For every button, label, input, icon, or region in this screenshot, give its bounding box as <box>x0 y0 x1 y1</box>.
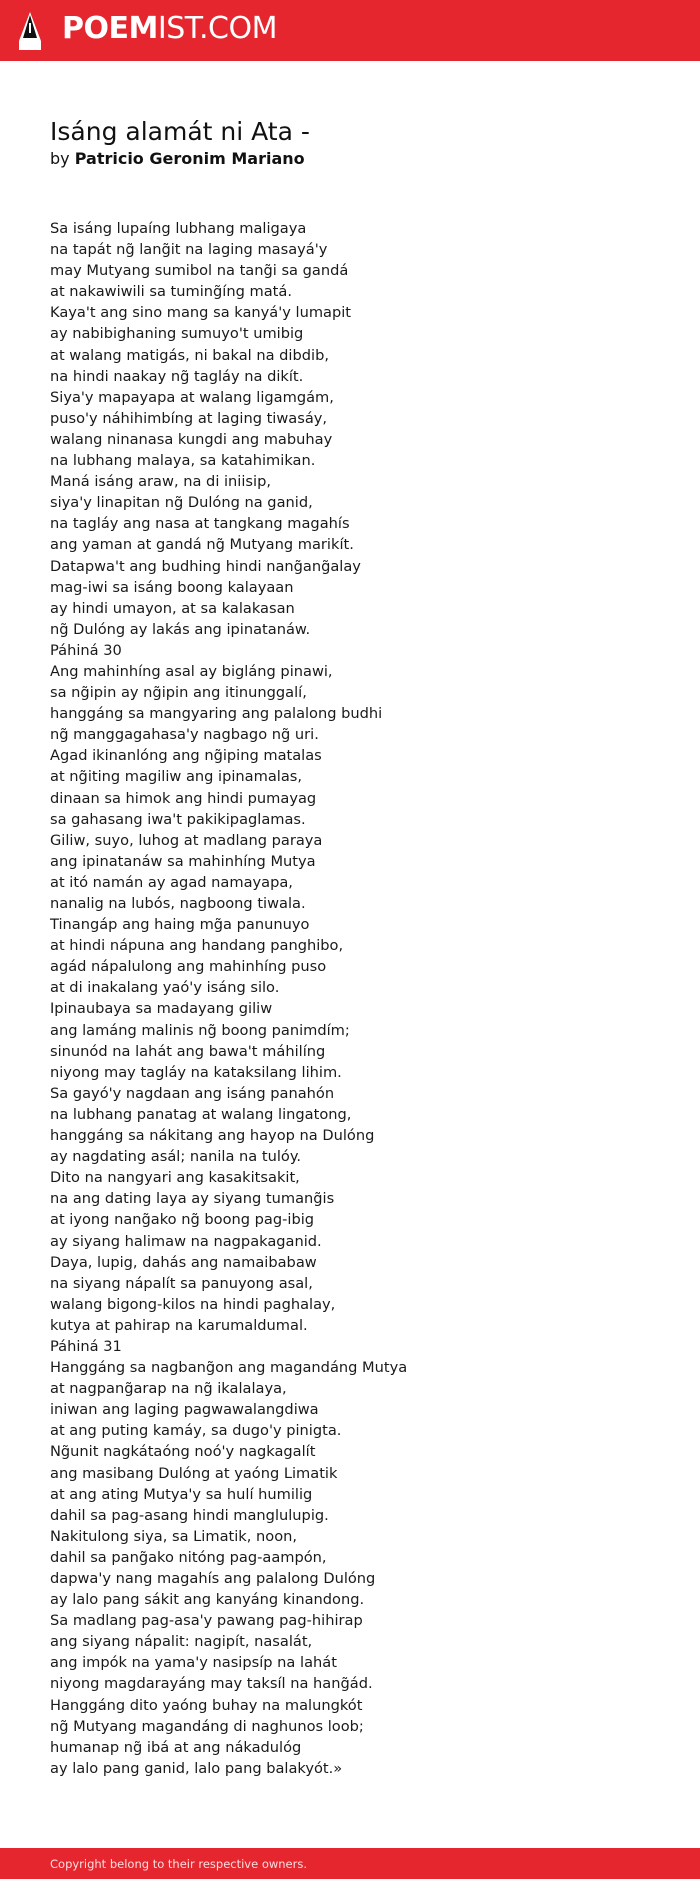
poem-line: ay lalo pang sákit ang kanyáng kinandong. <box>50 1591 365 1609</box>
poem-line: Daya, lupig, dahás ang namaibabaw <box>50 1253 317 1271</box>
poem-line: walang bigong-kilos na hindi paghalay, <box>50 1295 336 1313</box>
logo-bold-part: POEM <box>62 11 158 46</box>
poem-line: ay hindi umayon, at sa kalakasan <box>50 599 295 617</box>
site-footer <box>0 1848 700 1879</box>
poem-line: na lubhang panatag at walang lingatong, <box>50 1105 352 1123</box>
poem-line: walang ninanasa kungdi ang mabuhay <box>50 430 333 448</box>
poem-line: na lubhang malaya, sa katahimikan. <box>50 452 316 470</box>
poem-line: na tapát ng̃ lang̃it na laging masayá'y <box>50 241 328 259</box>
poem-line: dahil sa pang̃ako nitóng pag-aampón, <box>50 1548 327 1566</box>
poem-line: ang masibang Dulóng at yaóng Limatik <box>50 1464 338 1482</box>
poem-line: at ang ating Mutya'y sa hulí humilig <box>50 1485 313 1503</box>
poem-line: Giliw, suyo, luhog at madlang paraya <box>50 831 323 849</box>
poem-line: Ng̃unit nagkátaóng noó'y nagkagalít <box>50 1443 316 1461</box>
poem-line: Siya'y mapayapa at walang ligamgám, <box>50 388 334 406</box>
poem-line: dapwa'y nang magahís ang palalong Dulóng <box>50 1570 376 1587</box>
poem-line: may Mutyang sumibol na tang̃i sa gandá <box>50 262 349 280</box>
poem-line: at hindi nápuna ang handang panghibo, <box>50 937 344 955</box>
poem-line: Ipinaubaya sa madayang giliw <box>50 1000 273 1018</box>
poem-line: ng̃ Dulóng ay lakás ang ipinatanáw. <box>50 620 311 638</box>
author-name: Patricio Geronim Mariano <box>74 149 305 168</box>
poem-line: at ng̃iting magiliw ang ipinamalas, <box>50 768 303 786</box>
poem-line: Páhiná 30 <box>50 641 122 659</box>
poem-line: mag-iwi sa isáng boong kalayaan <box>50 578 294 596</box>
poem-line: Maná isáng araw, na di iniisip, <box>50 473 271 491</box>
poem-line: ng̃ manggagahasa'y nagbago ng̃ uri. <box>50 726 319 744</box>
poem-line: at nagpang̃arap na ng̃ ikalalaya, <box>50 1380 287 1398</box>
poem-line: at nakawiwili sa tuming̃íng matá. <box>50 283 292 301</box>
poem-line: Nakitulong siya, sa Limatik, noon, <box>50 1527 298 1545</box>
poem-line: humanap ng̃ ibá at ang nákadulóg <box>50 1738 302 1756</box>
poem-line: Hanggáng sa nagbang̃on ang magandáng Mutya <box>50 1359 408 1377</box>
poem-line: ang siyang nápalit: nagipít, nasalát, <box>50 1633 313 1651</box>
poem-line: at ang puting kamáy, sa dugo'y pinigta. <box>50 1422 342 1440</box>
poem-line: Sa isáng lupaíng lubhang maligaya <box>50 220 307 237</box>
site-header <box>0 0 700 61</box>
poem-title: Isáng alamát ni Ata - <box>50 117 310 146</box>
site-logo[interactable] <box>62 11 277 47</box>
poem-line: at di inakalang yaó'y isáng silo. <box>50 979 280 997</box>
poem-line: Tinangáp ang haing mg̃a panunuyo <box>50 916 310 934</box>
poem-line: at walang matigás, ni bakal na dibdib, <box>50 346 329 364</box>
poem-line: ang lamáng malinis ng̃ boong panimdím; <box>50 1021 350 1039</box>
poem-line: ang yaman at gandá ng̃ Mutyang marikít. <box>50 536 354 554</box>
poem-line: Sa gayó'y nagdaan ang isáng panahón <box>50 1084 335 1102</box>
poem-line: ng̃ Mutyang magandáng di naghunos loob; <box>50 1717 364 1735</box>
poem-line: na siyang nápalít sa panuyong asal, <box>50 1274 313 1292</box>
poem-line: ang ipinatanáw sa mahinhíng Mutya <box>50 852 316 870</box>
poem-line: kutya at pahirap na karumaldumal. <box>50 1316 308 1334</box>
poem-line: hanggáng sa nákitang ang hayop na Dulóng <box>50 1127 375 1145</box>
poem-line: iniwan ang laging pagwawalangdiwa <box>50 1401 319 1419</box>
poem-line: dahil sa pag-asang hindi manglulupig. <box>50 1506 329 1524</box>
poem-line: sa ng̃ipin ay ng̃ipin ang itinunggalí, <box>50 684 307 702</box>
poem-line: Dito na nangyari ang kasakitsakit, <box>50 1169 300 1187</box>
poem-line: Ang mahinhíng asal ay bigláng pinawi, <box>50 662 333 680</box>
poem-line: agád nápalulong ang mahinhíng puso <box>50 958 327 976</box>
poem-line: Hanggáng dito yaóng buhay na malungkót <box>50 1696 363 1714</box>
poem-line: niyong magdarayáng may taksíl na hang̃ád. <box>50 1675 373 1693</box>
pen-nib-icon[interactable] <box>18 11 42 51</box>
poem-line: Sa madlang pag-asa'y pawang pag-hihirap <box>50 1612 363 1630</box>
poem-body <box>50 218 670 1779</box>
poem-line: hanggáng sa mangyaring ang palalong budhi <box>50 705 383 723</box>
poem-line: sa gahasang iwa't pakikipaglamas. <box>50 810 306 828</box>
poem-line: ay nabibighaning sumuyo't umibig <box>50 325 304 343</box>
poem-line: sinunód na lahát ang bawa't máhilíng <box>50 1042 326 1060</box>
poem-line: ang impók na yama'y nasipsíp na lahát <box>50 1654 337 1672</box>
poem-line: na ang dating laya ay siyang tumang̃is <box>50 1190 335 1208</box>
poem-line: nanalig na lubós, nagboong tiwala. <box>50 895 306 912</box>
by-label: by <box>50 149 70 168</box>
poem-line: na hindi naakay ng̃ tagláy na dikít. <box>50 367 304 385</box>
poem-line: Páhiná 31 <box>50 1337 122 1355</box>
poem-line: at itó namán ay agad namayapa, <box>50 873 293 891</box>
poem-line: ay siyang halimaw na nagpakaganid. <box>50 1232 322 1250</box>
poem-line: puso'y náhihimbíng at laging tiwasáy, <box>50 409 328 427</box>
poem-line: niyong may tagláy na kataksilang lihim. <box>50 1063 342 1081</box>
copyright-text: Copyright belong to their respective owners. <box>50 1857 308 1871</box>
byline <box>50 149 305 169</box>
poem-line: na tagláy ang nasa at tangkang magahís <box>50 515 350 533</box>
poem-line: dinaan sa himok ang hindi pumayag <box>50 789 317 807</box>
poem-line: ay nagdating asál; nanila na tulóy. <box>50 1148 302 1166</box>
poem-line: Agad ikinanlóng ang ng̃iping matalas <box>50 747 322 765</box>
poem-line: at iyong nang̃ako ng̃ boong pag-ibig <box>50 1211 315 1229</box>
poem-line: siya'y linapitan ng̃ Dulóng na ganid, <box>50 494 313 512</box>
logo-light-part: IST.COM <box>157 11 277 46</box>
poem-line: Kaya't ang sino mang sa kanyá'y lumapit <box>50 304 352 322</box>
poem-line: Datapwa't ang budhing hindi nang̃ang̃alay <box>50 557 361 575</box>
poem-line: ay lalo pang ganid, lalo pang balakyót.» <box>50 1759 343 1777</box>
